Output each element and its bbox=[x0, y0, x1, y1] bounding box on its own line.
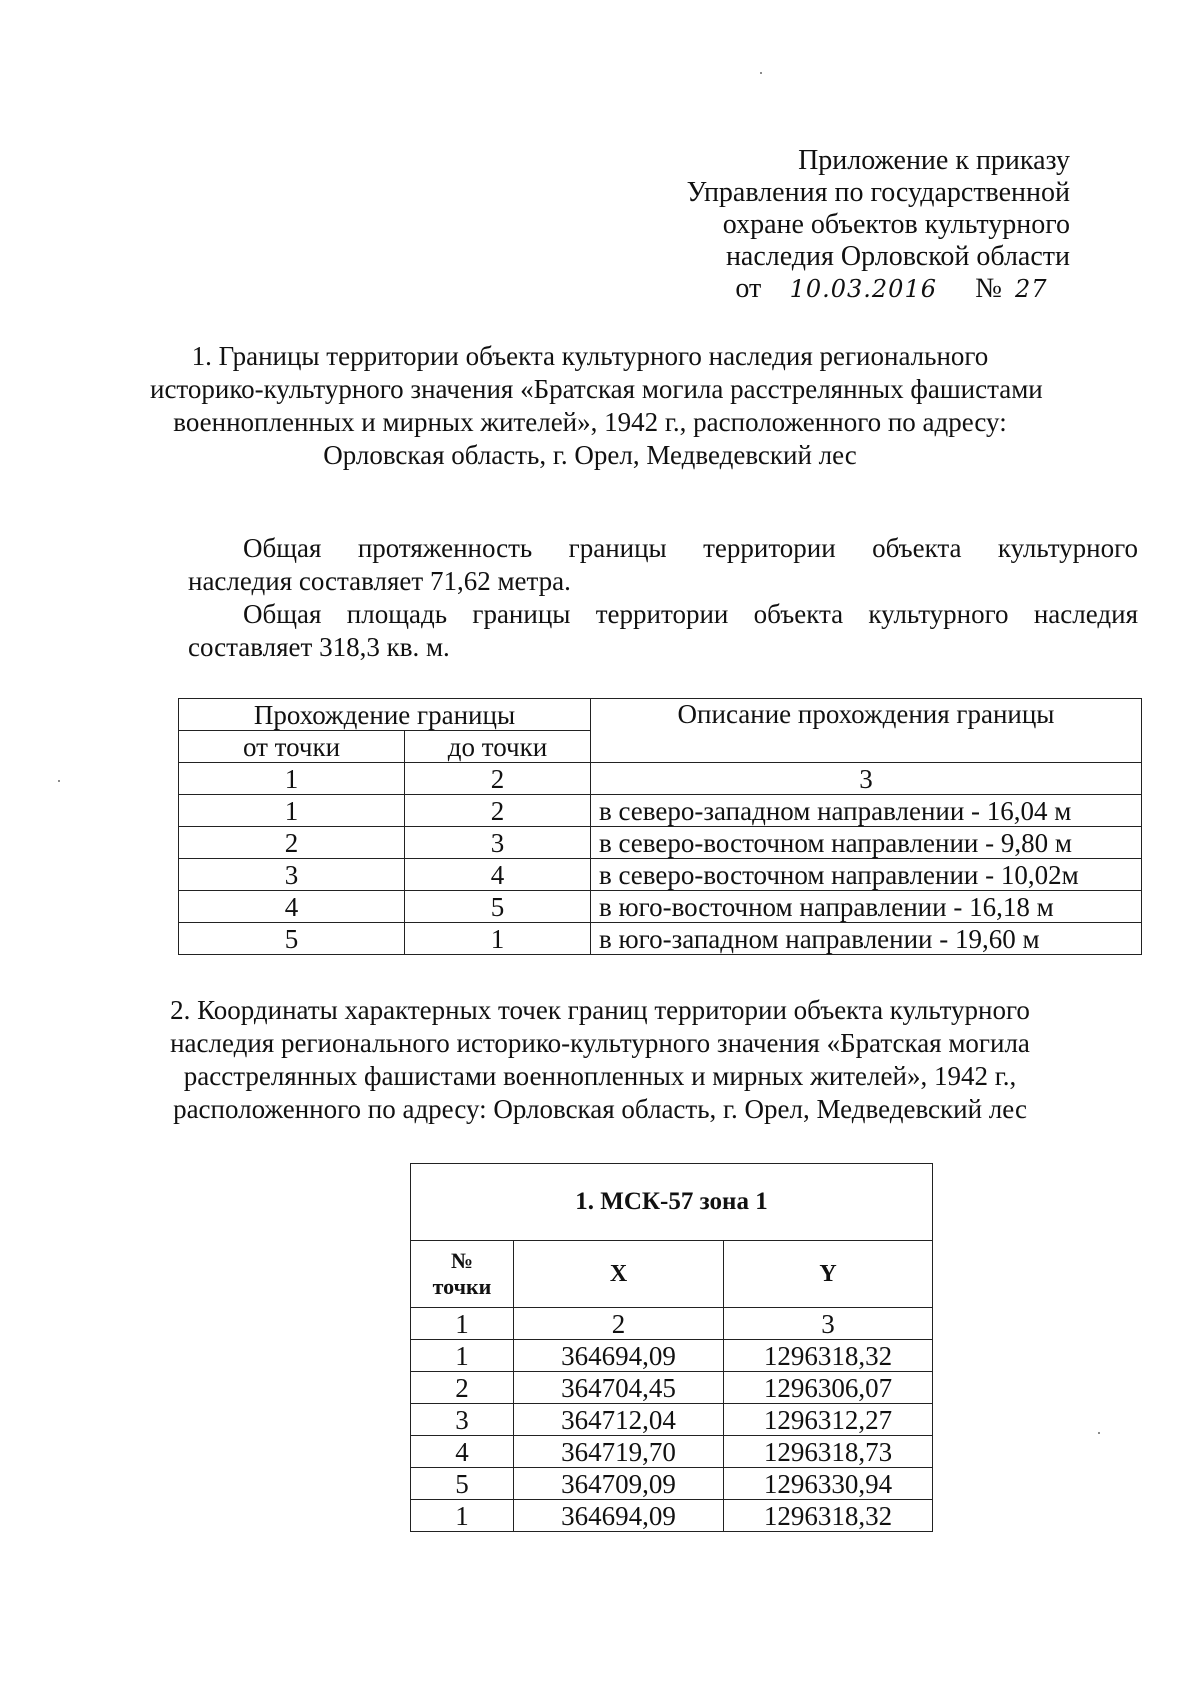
table-cell: 3 bbox=[591, 763, 1142, 795]
from-cell: 1 bbox=[179, 795, 405, 827]
table-row bbox=[179, 859, 1142, 891]
y-cell: 1296318,32 bbox=[724, 1340, 933, 1372]
x-cell: 364694,09 bbox=[514, 1340, 724, 1372]
from-cell: 5 bbox=[179, 923, 405, 955]
point-number-cell: 1 bbox=[411, 1500, 514, 1532]
table-row bbox=[411, 1340, 933, 1372]
from-point-header: от точки bbox=[179, 731, 405, 763]
table-row bbox=[411, 1404, 933, 1436]
total-length-paragraph bbox=[188, 532, 1138, 598]
table-row bbox=[179, 923, 1142, 955]
from-cell: 2 bbox=[179, 827, 405, 859]
y-cell: 1296318,32 bbox=[724, 1500, 933, 1532]
to-cell: 1 bbox=[405, 923, 591, 955]
paragraph-line: Общая протяженность границы территории объекта культурного bbox=[243, 533, 1138, 563]
to-cell: 4 bbox=[405, 859, 591, 891]
y-cell: 1296312,27 bbox=[724, 1404, 933, 1436]
heading-line: 1. Границы территории объекта культурного наследия регионального bbox=[191, 341, 989, 371]
table-row bbox=[179, 795, 1142, 827]
x-cell: 364694,09 bbox=[514, 1500, 724, 1532]
table-row bbox=[411, 1436, 933, 1468]
to-point-header: до точки bbox=[405, 731, 591, 763]
numbering-row bbox=[179, 763, 1142, 795]
number-sign: № bbox=[975, 273, 1002, 304]
to-cell: 2 bbox=[405, 795, 591, 827]
heading-line: Орловская область, г. Орел, Медведевский лес bbox=[323, 440, 857, 470]
point-number-header bbox=[411, 1241, 514, 1308]
table-row bbox=[411, 1500, 933, 1532]
scan-speck bbox=[760, 72, 762, 74]
header-line: Управления по государственной bbox=[686, 177, 1070, 208]
x-header: X bbox=[514, 1241, 724, 1308]
y-cell: 1296330,94 bbox=[724, 1468, 933, 1500]
to-cell: 5 bbox=[405, 891, 591, 923]
heading-line: военнопленных и мирных жителей», 1942 г., расположенного по адресу: bbox=[173, 407, 1007, 437]
order-date-number-line bbox=[735, 273, 1070, 305]
description-header: Описание прохождения границы bbox=[591, 699, 1142, 763]
point-number-cell: 5 bbox=[411, 1468, 514, 1500]
table-cell: 1 bbox=[411, 1308, 514, 1340]
scan-speck bbox=[58, 780, 60, 782]
paragraph-line: Общая площадь границы территории объекта культурного наследия bbox=[243, 599, 1138, 629]
point-number-cell: 4 bbox=[411, 1436, 514, 1468]
point-number-cell: 2 bbox=[411, 1372, 514, 1404]
paragraph-line: составляет 318,3 кв. м. bbox=[188, 632, 450, 662]
x-cell: 364709,09 bbox=[514, 1468, 724, 1500]
desc-cell: в северо-восточном направлении - 10,02м bbox=[591, 859, 1142, 891]
table-cell: 3 bbox=[724, 1308, 933, 1340]
scan-speck bbox=[1098, 1432, 1100, 1434]
numbering-row bbox=[411, 1308, 933, 1340]
x-cell: 364712,04 bbox=[514, 1404, 724, 1436]
x-cell: 364704,45 bbox=[514, 1372, 724, 1404]
section1-heading bbox=[150, 340, 1043, 472]
handwritten-order-number: 27 bbox=[1015, 275, 1048, 303]
point-number-cell: 3 bbox=[411, 1404, 514, 1436]
y-cell: 1296306,07 bbox=[724, 1372, 933, 1404]
ot-label: от bbox=[735, 273, 762, 304]
y-header: Y bbox=[724, 1241, 933, 1308]
total-area-paragraph bbox=[188, 598, 1138, 664]
coordinates-table bbox=[410, 1163, 933, 1532]
group-header: Прохождение границы bbox=[179, 699, 591, 731]
header-line: охране объектов культурного bbox=[722, 209, 1070, 240]
paragraph-line: наследия составляет 71,62 метра. bbox=[188, 566, 571, 596]
table-cell: 2 bbox=[514, 1308, 724, 1340]
section2-heading bbox=[160, 994, 1040, 1126]
table-row bbox=[179, 827, 1142, 859]
point-number-cell: 1 bbox=[411, 1340, 514, 1372]
heading-line: расстрелянных фашистами военнопленных и мирных жителей», 1942 г., bbox=[183, 1061, 1017, 1091]
from-cell: 3 bbox=[179, 859, 405, 891]
appendix-header bbox=[687, 145, 1070, 305]
y-cell: 1296318,73 bbox=[724, 1436, 933, 1468]
table-row bbox=[411, 1372, 933, 1404]
heading-line: наследия регионального историко-культурного значения «Братская могила bbox=[170, 1028, 1030, 1058]
header-line: точки bbox=[432, 1274, 492, 1299]
header-line: № bbox=[450, 1248, 474, 1273]
desc-cell: в юго-восточном направлении - 16,18 м bbox=[591, 891, 1142, 923]
table-row bbox=[411, 1468, 933, 1500]
handwritten-date: 10.03.2016 bbox=[789, 275, 937, 303]
desc-cell: в юго-западном направлении - 19,60 м bbox=[591, 923, 1142, 955]
heading-line: расположенного по адресу: Орловская область, г. Орел, Медведевский лес bbox=[173, 1094, 1027, 1124]
desc-cell: в северо-восточном направлении - 9,80 м bbox=[591, 827, 1142, 859]
table-row bbox=[179, 891, 1142, 923]
x-cell: 364719,70 bbox=[514, 1436, 724, 1468]
from-cell: 4 bbox=[179, 891, 405, 923]
table-cell: 1 bbox=[179, 763, 405, 795]
coordinate-system-title: 1. МСК-57 зона 1 bbox=[411, 1164, 933, 1241]
heading-line: 2. Координаты характерных точек границ территории объекта культурного bbox=[170, 995, 1030, 1025]
desc-cell: в северо-западном направлении - 16,04 м bbox=[591, 795, 1142, 827]
heading-line: историко-культурного значения «Братская могила расстрелянных фашистами bbox=[150, 374, 1043, 404]
to-cell: 3 bbox=[405, 827, 591, 859]
boundary-table bbox=[178, 698, 1142, 955]
table-cell: 2 bbox=[405, 763, 591, 795]
header-line: наследия Орловской области bbox=[725, 241, 1070, 272]
header-line: Приложение к приказу bbox=[798, 145, 1070, 176]
